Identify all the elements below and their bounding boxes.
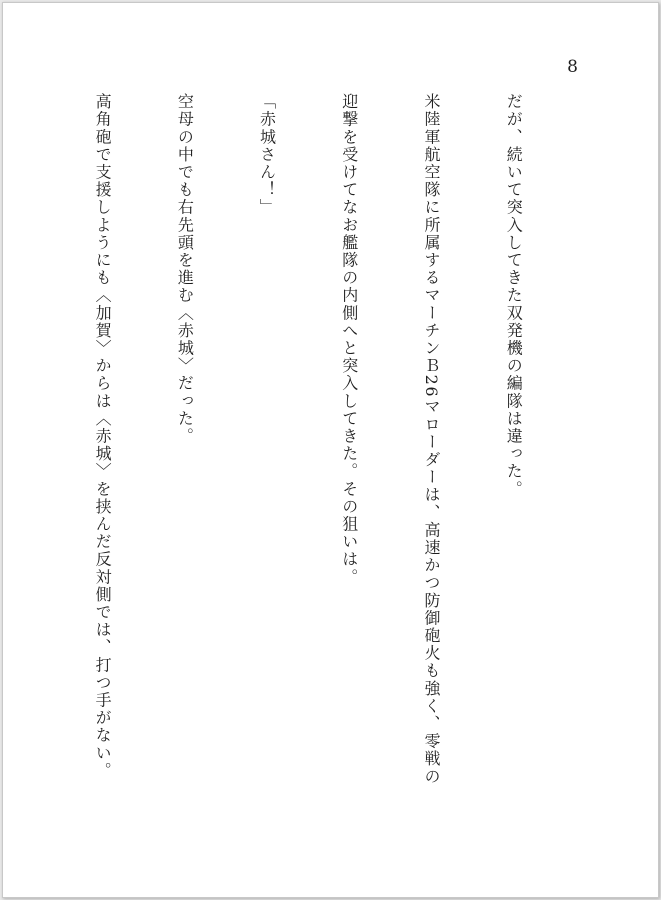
text-line: 「赤城さん！」: [257, 93, 277, 217]
text-line: 迎撃を受けてなお艦隊の内側へと突入してきた。その狙いは。: [339, 93, 359, 586]
text-line: 高角砲で支援しようにも〈加賀〉からは〈赤城〉を挟んだ反対側では、打つ手がない。: [93, 93, 113, 780]
vertical-text-body: [0, 93, 582, 833]
text-line: 米陸軍航空隊に所属するマーチンＢ26マローダーは、高速かつ防御砲火も強く、零戦の: [421, 93, 441, 786]
text-line: 空母の中でも右先頭を進む〈赤城〉だった。: [175, 93, 195, 445]
blank-line: [6, 93, 33, 833]
book-page: [2, 2, 659, 898]
page-number: 8: [567, 57, 578, 77]
text-line: だが、続いて突入してきた双発機の編隊は違った。: [504, 93, 524, 498]
